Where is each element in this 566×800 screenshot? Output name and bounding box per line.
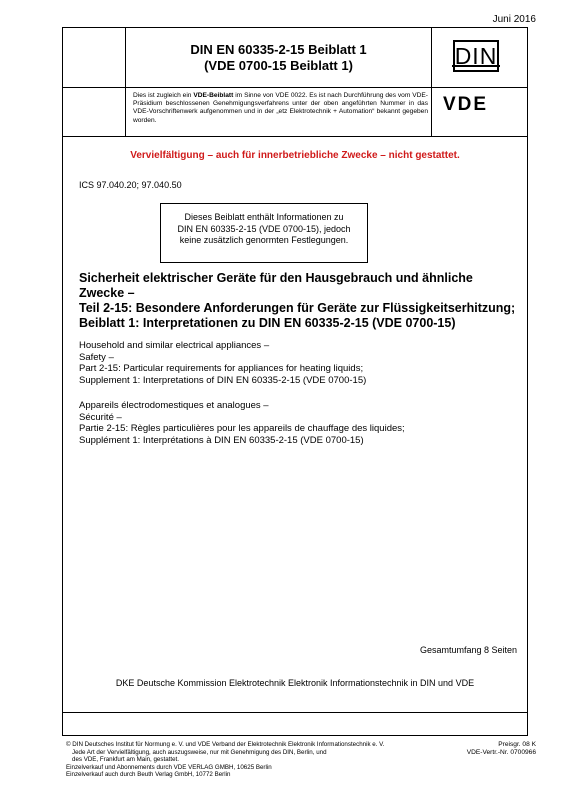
title-line: (VDE 0700-15 Beiblatt 1): [204, 58, 353, 73]
price-line: Preisgr. 08 K: [498, 741, 536, 748]
title-line: Supplement 1: Interpretations of DIN EN 60335-2-15 (VDE 0700-15): [79, 374, 367, 386]
footer-line: Einzelverkauf auch durch Beuth Verlag GmbH, 10772 Berlin: [66, 771, 231, 779]
din-logo: [453, 40, 499, 72]
publication-date: Juni 2016: [492, 14, 536, 25]
title-line: DIN EN 60335-2-15 Beiblatt 1: [190, 42, 367, 57]
divider: [431, 28, 432, 136]
title-german: [79, 271, 519, 331]
note-text: Dies ist zugleich ein: [133, 92, 194, 99]
title-line: Zwecke –: [79, 286, 135, 300]
title-line: Beiblatt 1: Interpretationen zu DIN EN 60335-2-15 (VDE 0700-15): [79, 316, 456, 330]
title-line: Teil 2-15: Besondere Anforderungen für Geräte zur Flüssigkeitserhitzung;: [79, 301, 516, 315]
title-french: [79, 400, 519, 446]
footer-line: Jede Art der Vervielfältigung, auch auszugsweise, nur mit Genehmigung des DIN, Berlin, und: [72, 748, 327, 756]
info-box: [160, 203, 368, 263]
document-frame: [62, 27, 528, 736]
total-pages: Gesamtumfang 8 Seiten: [419, 645, 517, 655]
divider: [63, 87, 527, 88]
title-line: Partie 2-15: Règles particulières pour les appareils de chauffage des liquides;: [79, 423, 405, 434]
din-logo-text: DIN: [454, 42, 498, 69]
title-line: Sicherheit elektrischer Geräte für den Hausgebrauch und ähnliche: [79, 271, 473, 285]
dke-line: DKE Deutsche Kommission Elektrotechnik Elektronik Informationstechnik in DIN und VDE: [115, 678, 475, 688]
vde-logo: VDE: [443, 94, 489, 115]
footer-line: Einzelverkauf und Abonnements durch VDE VERLAG GMBH, 10625 Berlin: [66, 763, 272, 771]
title-line: Sécurité –: [79, 411, 122, 423]
title-line: Appareils électrodomestiques et analogues –: [79, 400, 269, 411]
divider: [63, 712, 527, 713]
price-group: [467, 741, 536, 757]
title-line: Household and similar electrical appliances –: [79, 340, 270, 351]
title-line: Part 2-15: Particular requirements for appliances for heating liquids;: [79, 363, 364, 374]
document-title: [126, 42, 431, 74]
title-english: [79, 340, 519, 386]
divider: [63, 136, 527, 137]
note-bold: VDE-Beiblatt: [193, 92, 234, 99]
copy-warning: Vervielfältigung – auch für innerbetriebliche Zwecke – nicht gestattet.: [130, 150, 460, 161]
title-line: Safety –: [79, 351, 114, 363]
footer-line: des VDE, Frankfurt am Main, gestattet.: [72, 756, 179, 764]
beiblatt-note: [133, 92, 428, 125]
footer-line: © DIN Deutsches Institut für Normung e. V. und VDE Verband der Elektrotechnik Elektronik Informationstechnik e. V.: [66, 741, 385, 748]
price-line: VDE-Vertr.-Nr. 0700966: [466, 749, 536, 756]
info-line: Dieses Beiblatt enthält Informationen zu: [184, 212, 344, 222]
ics-code: ICS 97.040.20; 97.040.50: [79, 180, 182, 190]
copyright-footer: [66, 741, 396, 779]
info-line: DIN EN 60335-2-15 (VDE 0700-15), jedoch: [177, 223, 351, 234]
title-line: Supplément 1: Interprétations à DIN EN 60335-2-15 (VDE 0700-15): [79, 434, 364, 446]
info-line: keine zusätzlich genormten Festlegungen.: [179, 235, 349, 245]
note-text: im Sinne von VDE 0022. Es ist nach Durchführung des vom VDE-Präsidium beschlossenen Genehmigungsverfahrens unter der oben angeführten Nummer in das VDE-Vorschriftenwerk aufgenommen und in der „etz Elektrotechnik + Automation“ bekannt gegeben worden.: [133, 92, 428, 124]
